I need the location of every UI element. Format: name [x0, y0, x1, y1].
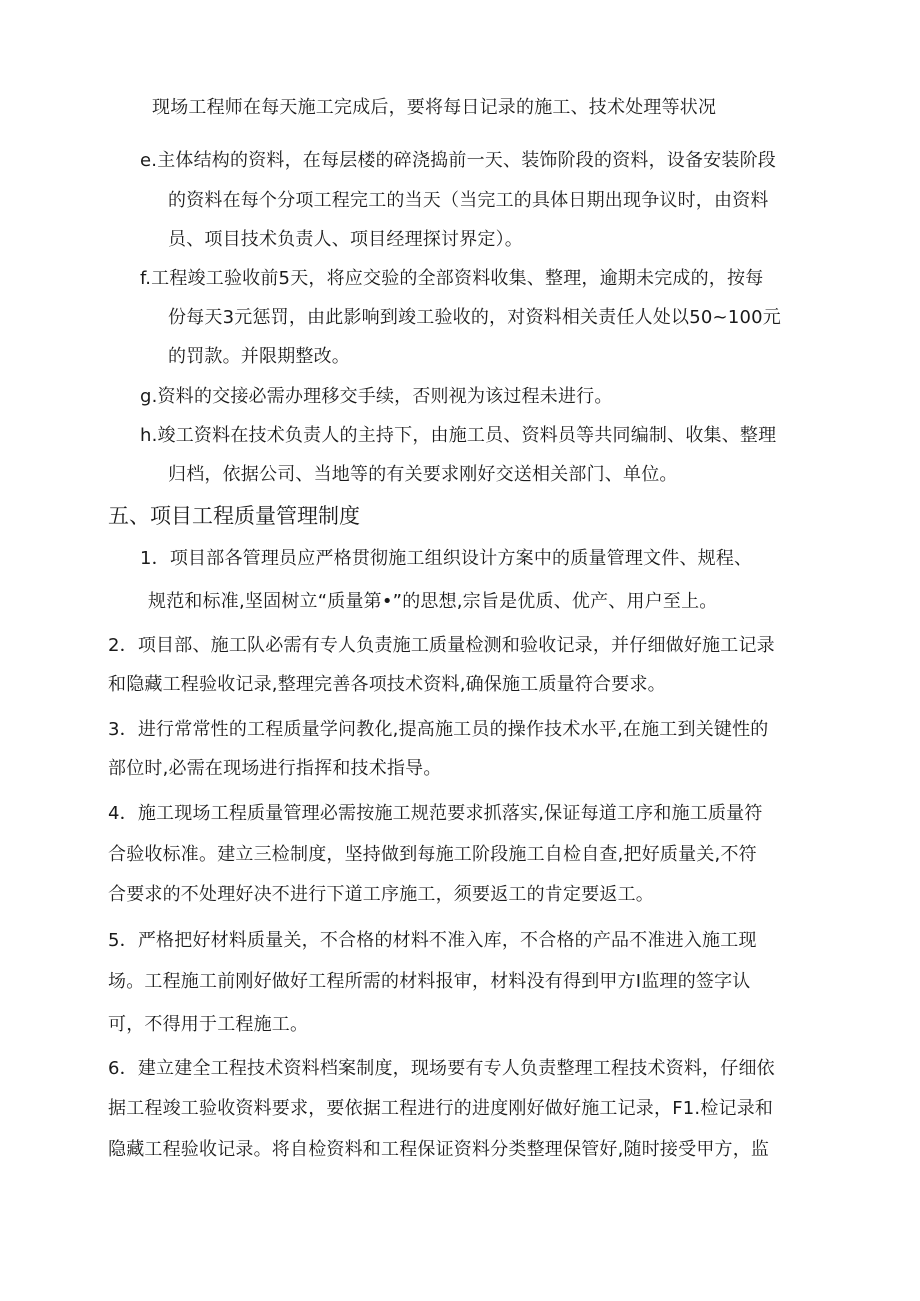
s5-item-1-line-2: 规范和标准,坚固树立“质量第•”的思想,宗旨是优质、优产、用户至上。 [148, 591, 718, 612]
item-f-line-2: 份每天3元惩罚，由此影响到竣工验收的，对资料相关责任人处以50~100元 [168, 307, 781, 328]
s5-item-2-line-1: 2．项目部、施工队必需有专人负责施工质量检测和验收记录，并仔细做好施工记录 [108, 635, 775, 656]
item-g-line-1: g.资料的交接必需办理移交手续，否则视为该过程未进行。 [140, 386, 613, 407]
s5-item-1-line-1: 1．项目部各管理员应严格贯彻施工组织设计方案中的质量管理文件、规程、 [140, 548, 753, 569]
item-h-line-2: 归档，依据公司、当地等的有关要求刚好交送相关部门、单位。 [168, 464, 678, 485]
s5-item-4-line-1: 4．施工现场工程质量管理必需按施工规范要求抓落实,保证每道工序和施工质量符 [108, 803, 763, 824]
s5-item-6-line-1: 6．建立建全工程技术资料档案制度，现场要有专人负责整理工程技术资料，仔细依 [108, 1058, 775, 1079]
s5-item-3-line-1: 3．进行常常性的工程质量学问教化,提高施工员的操作技术水平,在施工到关键性的 [108, 719, 769, 740]
item-e-line-2: 的资料在每个分项工程完工的当天（当完工的具体日期出现争议时，由资料 [168, 190, 769, 211]
s5-item-3-line-2: 部位时,必需在现场进行指挥和技术指导。 [108, 758, 442, 779]
item-e-line-1: e.主体结构的资料，在每层楼的碎浇捣前一天、装饰阶段的资料，设备安装阶段 [140, 150, 776, 171]
s5-item-4-line-2: 合验收标准。建立三检制度，坚持做到每施工阶段施工自检自查,把好质量关,不符 [108, 844, 757, 865]
item-f-line-1: f.工程竣工验收前5天，将应交验的全部资料收集、整理，逾期未完成的，按每 [140, 268, 764, 289]
s5-item-6-line-3: 隐藏工程验收记录。将自检资料和工程保证资料分类整理保管好,随时接受甲方，监 [108, 1139, 770, 1160]
item-h-line-1: h.竣工资料在技术负责人的主持下，由施工员、资料员等共同编制、收集、整理 [140, 425, 777, 446]
s5-item-5-line-2: 场。工程施工前刚好做好工程所需的材料报审，材料没有得到甲方I监理的签字认 [108, 971, 751, 992]
s5-item-6-line-2: 据工程竣工验收资料要求，要依据工程进行的进度刚好做好施工记录，F1.检记录和 [108, 1098, 774, 1119]
s5-item-5-line-1: 5．严格把好材料质量关，不合格的材料不准入库，不合格的产品不准进入施工现 [108, 930, 757, 951]
item-f-line-3: 的罚款。并限期整改。 [168, 346, 350, 367]
item-e-line-3: 员、项目技术负责人、项目经理探讨界定）。 [168, 229, 523, 250]
s5-item-5-line-3: 可，不得用于工程施工。 [108, 1014, 309, 1035]
section-heading: 五、项目工程质量管理制度 [108, 504, 360, 528]
s5-item-4-line-3: 合要求的不处理好决不进行下道工序施工，须要返工的肯定要返工。 [108, 884, 654, 905]
s5-item-2-line-2: 和隐藏工程验收记录,整理完善各项技术资料,确保施工质量符合要求。 [108, 674, 666, 695]
intro-line: 现场工程师在每天施工完成后，要将每日记录的施工、技术处理等状况 [152, 97, 717, 118]
